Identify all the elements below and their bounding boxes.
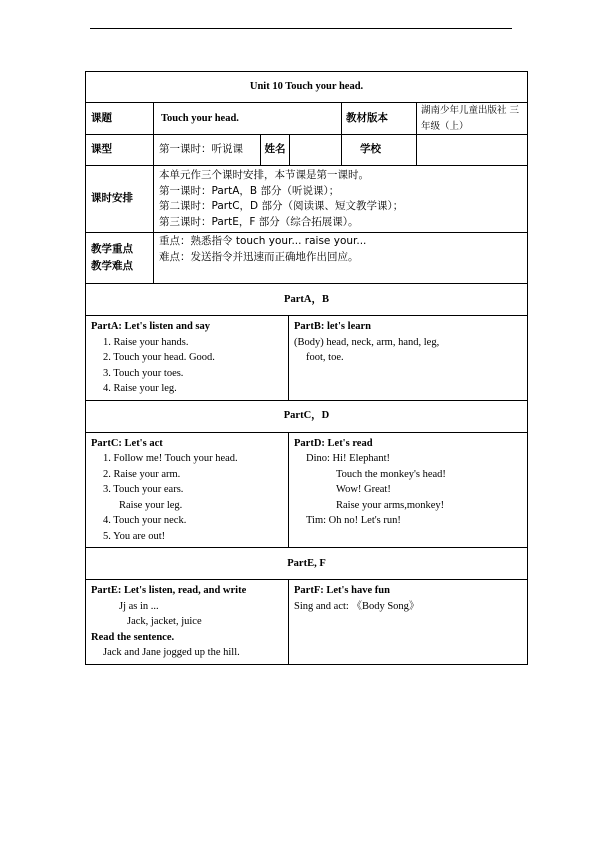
list-item: 5. You are out!	[103, 530, 166, 542]
focus-line: 重点：熟悉指令 touch your... raise your...	[159, 235, 367, 247]
list-item: 1. Follow me! Touch your head.	[103, 453, 238, 464]
name-cell	[261, 135, 342, 166]
list-item: Jack, jacket, juice	[127, 616, 202, 627]
schedule-line: 第三课时：PartE，F 部分（综合拓展课）。	[159, 215, 359, 228]
list-item: Jj as in ...	[119, 600, 159, 612]
lesson-plan-table	[85, 71, 528, 665]
partB-heading: PartB: let's learn	[294, 321, 371, 332]
partE-subheading: Read the sentence.	[91, 631, 175, 643]
edition-label: 教材版本	[342, 103, 417, 135]
list-item: Dino: Hi! Elephant!	[306, 453, 390, 464]
partB-cell	[289, 316, 528, 401]
focus-label	[86, 233, 154, 284]
list-item: foot, toe.	[306, 352, 344, 363]
topic-label: 课题	[86, 103, 154, 135]
school-field[interactable]	[417, 135, 528, 166]
partE-sentence: Jack and Jane jogged up the hill.	[103, 647, 240, 658]
edition-value: 湖南少年儿童出版社 三年级（上）	[417, 103, 528, 135]
partF-cell	[289, 580, 528, 665]
header-rule	[90, 28, 512, 29]
partE-heading: PartE: Let's listen, read, and write	[91, 585, 247, 596]
schedule-label: 课时安排	[86, 166, 154, 233]
section-cd-heading: PartC，D	[86, 400, 528, 432]
schedule-line: 第二课时：PartC，D 部分（阅读课、短文教学课）；	[159, 200, 404, 212]
list-item: 3. Touch your toes.	[103, 367, 184, 379]
partF-heading: PartF: Let's have fun	[294, 585, 390, 596]
list-item: Tim: Oh no! Let's run!	[306, 515, 401, 526]
partE-cell	[86, 580, 289, 665]
section-ab-heading: PartA，B	[86, 284, 528, 316]
partD-heading: PartD: Let's read	[294, 437, 373, 449]
topic-value: Touch your head.	[154, 103, 342, 135]
partD-cell	[289, 432, 528, 548]
school-label: 学校	[342, 135, 417, 166]
focus-line: 难点：发送指令并迅速而正确地作出回应。	[159, 250, 359, 263]
page-title: Unit 10 Touch your head.	[86, 72, 528, 103]
name-label: 姓名	[261, 135, 290, 165]
list-item: 2. Raise your arm.	[103, 468, 181, 480]
type-value: 第一课时：听说课	[154, 135, 261, 166]
list-item: 4. Touch your neck.	[103, 515, 187, 526]
list-item: Raise your leg.	[119, 499, 183, 511]
partC-heading: PartC: Let's act	[91, 437, 163, 449]
focus-label-2: 教学难点	[91, 260, 133, 272]
list-item: Raise your arms,monkey!	[336, 499, 445, 511]
partF-line: Sing and act: 《Body Song》	[294, 600, 420, 612]
focus-content	[154, 233, 528, 284]
partA-cell	[86, 316, 289, 401]
focus-label-1: 教学重点	[91, 243, 133, 255]
list-item: (Body) head, neck, arm, hand, leg,	[294, 336, 440, 348]
list-item: 4. Raise your leg.	[103, 383, 177, 394]
list-item: Wow! Great!	[336, 484, 391, 495]
schedule-content	[154, 166, 528, 233]
partA-heading: PartA: Let's listen and say	[91, 321, 210, 332]
partC-cell	[86, 432, 289, 548]
type-label: 课型	[86, 135, 154, 166]
list-item: 2. Touch your head. Good.	[103, 352, 215, 363]
schedule-line: 本单元作三个课时安排，本节课是第一课时。	[159, 169, 369, 181]
list-item: 3. Touch your ears.	[103, 484, 184, 495]
section-ef-heading: PartE, F	[86, 548, 528, 580]
schedule-line: 第一课时：PartA，B 部分（听说课）；	[159, 184, 340, 197]
list-item: 1. Raise your hands.	[103, 336, 189, 348]
list-item: Touch the monkey's head!	[336, 468, 446, 480]
name-field[interactable]	[290, 135, 341, 165]
